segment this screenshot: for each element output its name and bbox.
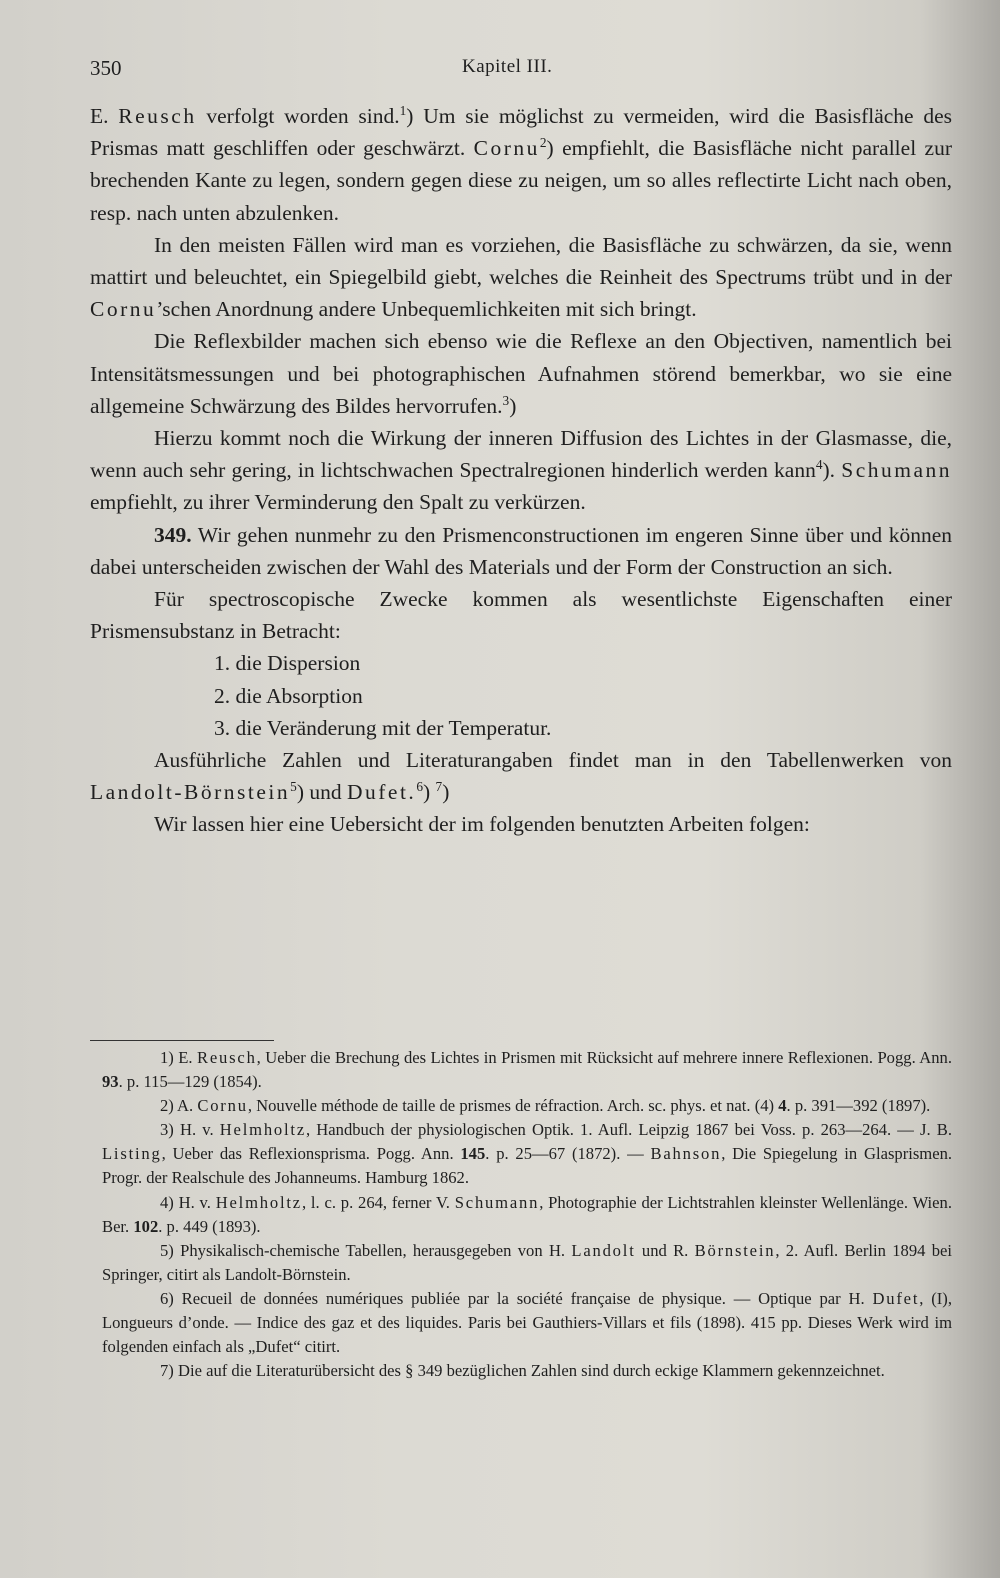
text: E. [90,104,109,128]
paragraph-1 [90,100,952,229]
paragraph-3 [90,325,952,422]
volume: 4 [778,1096,787,1116]
text: ) [442,780,450,805]
text: ’schen Anordnung andere Unbequemlichkeiten mit sich bringt. [156,297,697,322]
text: ) [509,393,517,418]
author-name: Bahnson [650,1144,722,1164]
text: Die Reflexbilder machen sich ebenso wie die Reflexe an den Objectiven, namentlich bei Intensitätsmessungen und bei photographischen Aufnahmen störend bemerkbar, wo sie eine allgemeine Schwärzung des Bildes hervorrufen. [90,329,952,418]
author-name: Dufet [872,1288,920,1308]
author-name: Helmholtz [215,1192,302,1212]
author-name: Landolt-Börnstein [90,780,291,805]
page-number: 350 [90,56,122,80]
paragraph-8: Wir lassen hier eine Uebersicht der im folgenden benutzten Arbeiten folgen: [154,812,810,837]
property-list [90,647,952,744]
text: , (I), Longueurs d’onde. — Indice des gaz et des liquides. Paris bei Gauthiers-Villars et fils (1898). 415 pp. Dieses Werk wird im folgenden einfach als „Dufet“ citirt. [102,1288,952,1357]
paragraph-2 [90,229,952,326]
text: 5) Physikalisch-chemische Tabellen, herausgegeben von H. [160,1240,566,1260]
text: ) Um sie möglichst zu vermeiden, wird die Basisfläche des Prismas matt geschliffen oder geschwärzt. [90,104,953,161]
author-name: Cornu [90,297,157,322]
footnote-ref: 4 [815,457,823,473]
text: , 2. Aufl. Berlin 1894 bei Springer, citirt als Landolt-Börnstein. [102,1240,952,1284]
main-text [90,100,952,841]
footnote-divider [90,1040,274,1041]
text: , Ueber die Brechung des Lichtes in Prismen mit Rücksicht auf mehrere innere Reflexionen. Pogg. Ann. [256,1048,952,1067]
text: empfiehlt, zu ihrer Verminderung den Spalt zu verkürzen. [90,490,586,515]
footnote-7: 7) Die auf die Literaturübersicht des § 349 bezüglichen Zahlen sind durch eckige Klammern gekennzeichnet. [160,1361,885,1381]
text: Ausführliche Zahlen und Literaturangaben findet man in den Tabellenwerken von [154,748,952,773]
text: , Die Spiegelung in Glasprismen. Progr. der Realschule des Johanneums. Hamburg 1862. [102,1144,953,1188]
text: 3) H. v. [160,1120,214,1140]
list-item: 3. die Veränderung mit der Temperatur. [214,715,552,740]
text: und R. [641,1240,689,1260]
author-name: Schumann [454,1192,540,1212]
paragraph-5 [90,519,952,583]
volume: 145 [460,1144,486,1164]
text: . p. 449 (1893). [158,1216,261,1236]
footnote-ref: 6 [416,779,423,795]
footnote-ref: 2 [539,135,547,151]
text: 6) Recueil de données numériques publiée par la société française de physique. — Optique par H. [160,1288,865,1308]
section-number: 349. [154,522,192,547]
volume: 102 [133,1216,159,1236]
text: verfolgt worden sind. [206,104,400,128]
footnote-5 [102,1239,952,1287]
footnote-2 [102,1094,952,1118]
footnote-3 [102,1118,952,1190]
text: , Handbuch der physiologischen Optik. 1. Aufl. Leipzig 1867 bei Voss. p. 263—264. — J. B. [306,1120,952,1140]
list-item: 2. die Absorption [214,683,363,708]
list-item: 1. die Dispersion [214,651,361,676]
footnote-ref: 5 [290,779,297,795]
text: . p. 115—129 (1854). [118,1072,262,1092]
footnote-4 [102,1191,952,1239]
footnote-1 [102,1046,952,1094]
author-name: Landolt [571,1240,636,1260]
page-header [90,56,940,86]
footnote-6 [102,1287,952,1359]
text: , Ueber das Reflexionsprisma. Pogg. Ann. [161,1144,454,1164]
text: Hierzu kommt noch die Wirkung der inneren Diffusion des Lichtes in der Glasmasse, die, wenn auch sehr gering, in lichtschwachen Spectralregionen hinderlich werden kann [90,426,952,483]
author-name: Dufet. [346,780,417,805]
paragraph-7 [90,744,952,808]
text: Wir gehen nunmehr zu den Prismenconstructionen im engeren Sinne über und können dabei unterscheiden zwischen der Wahl des Materials und der Form der Construction an sich. [90,522,952,579]
text: 1) E. [160,1048,193,1067]
text: 2) A. [160,1096,194,1116]
author-name: Schumann [841,458,953,483]
text: , Nouvelle méthode de taille de prismes de réfraction. Arch. sc. phys. et nat. (4) [247,1096,775,1116]
text: , Photographie der Lichtstrahlen kleinster Wellenlänge. Wien. Ber. [102,1192,952,1236]
text: . p. 391—392 (1897). [786,1096,931,1116]
text: ). [822,458,836,483]
author-name: Helmholtz [219,1120,307,1140]
author-name: Reusch [118,104,197,128]
footnotes [102,1046,952,1383]
text: ) und [296,780,342,805]
paragraph-6: Für spectroscopische Zwecke kommen als wesentlichste Eigenschaften einer Prismensubstanz in Betracht: [90,587,952,644]
footnote-ref: 1 [399,102,407,118]
text: In den meisten Fällen wird man es vorziehen, die Basisfläche zu schwärzen, da sie, wenn mattirt und beleuchtet, ein Spiegelbild giebt, welches die Reinheit des Spectrums trübt und in der [90,232,952,290]
text: 4) H. v. [160,1192,211,1212]
volume: 93 [102,1072,119,1092]
author-name: Reusch [197,1048,257,1067]
footnote-ref: 7 [435,779,443,795]
author-name: Listing [102,1144,162,1164]
author-name: Cornu [197,1096,248,1116]
running-head: Kapitel III. [462,56,553,77]
paragraph-4 [90,422,952,519]
text: . p. 25—67 (1872). — [485,1144,644,1164]
text: ) empfiehlt, die Basisfläche nicht parallel zur brechenden Kante zu legen, sondern gegen diese zu neigen, um so alles reflectirte Licht nach oben, resp. nach unten abzulenken. [90,136,952,225]
footnote-ref: 3 [502,392,510,408]
author-name: Cornu [473,136,540,161]
author-name: Börnstein [694,1240,776,1260]
text: ) [422,780,431,805]
text: , l. c. p. 264, ferner V. [301,1192,450,1212]
